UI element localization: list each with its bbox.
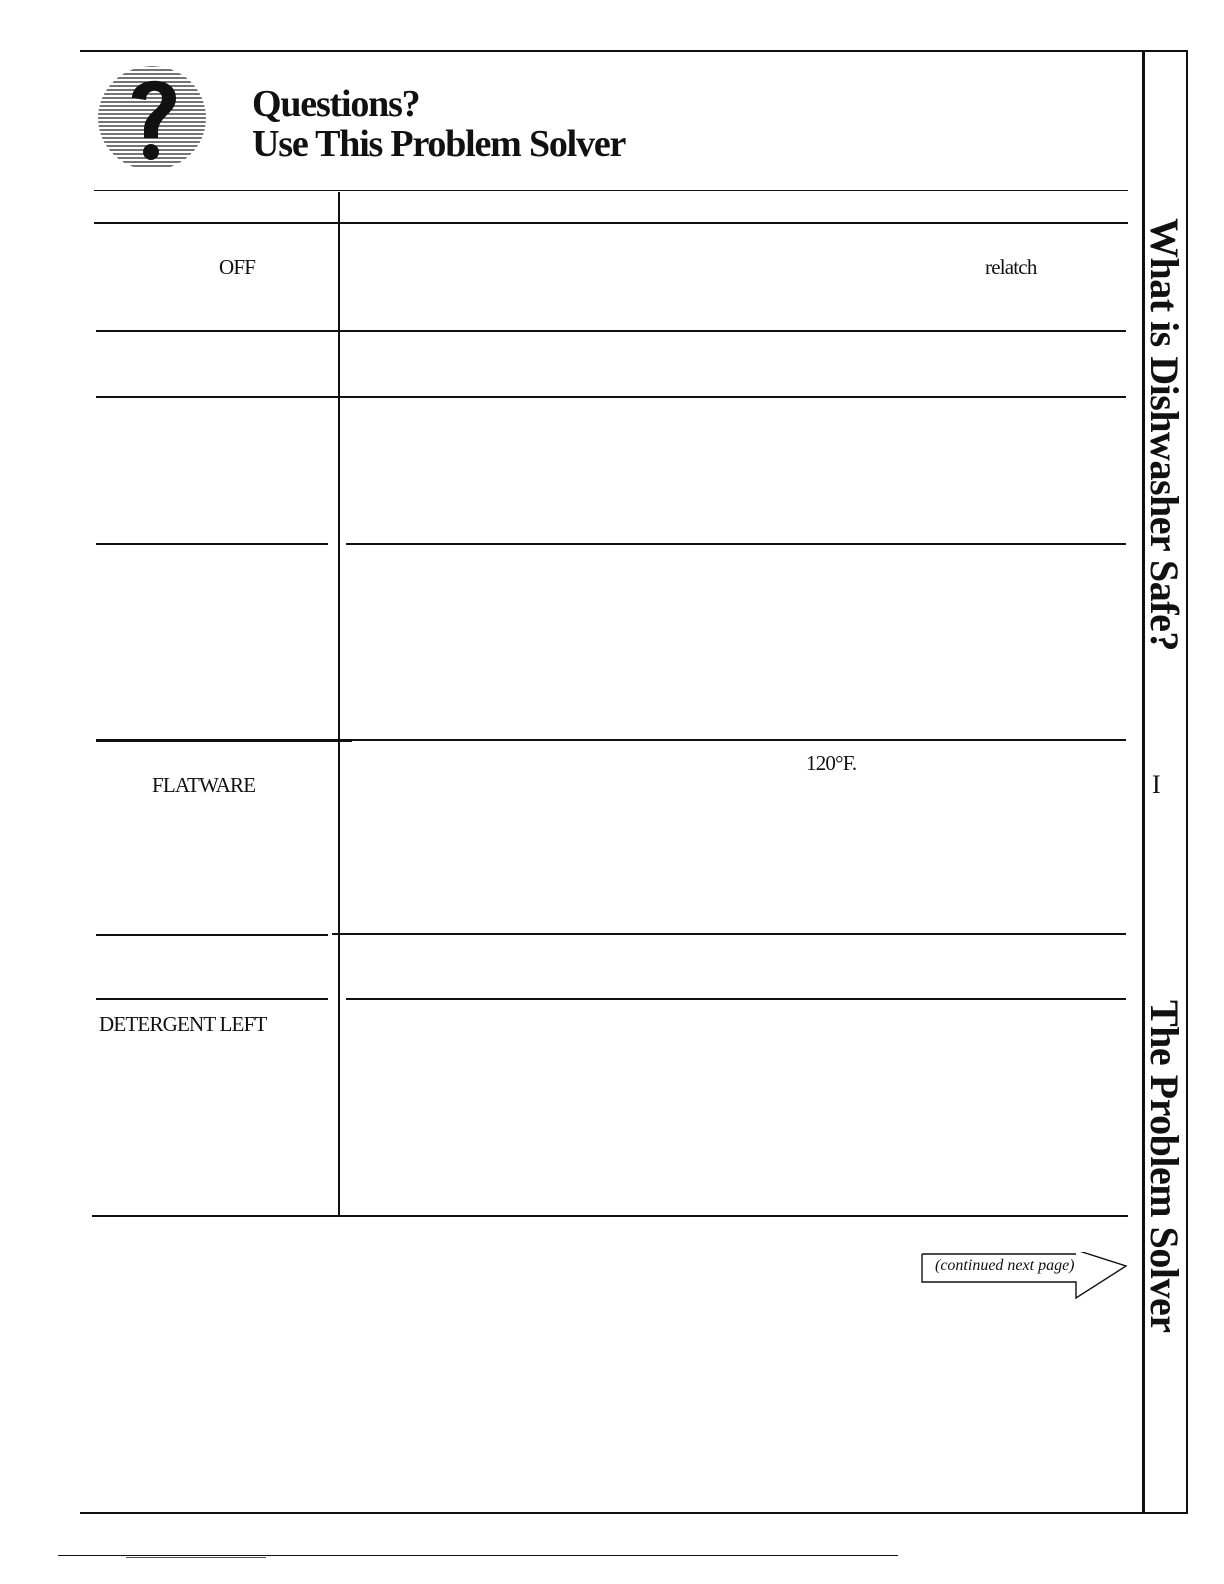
row-separator: [96, 739, 352, 742]
top-rule: [80, 50, 1188, 52]
row-separator: [346, 998, 1126, 1000]
row-separator: [332, 933, 1126, 935]
sidebar-divider-mark: I: [1152, 770, 1161, 799]
row-separator: [96, 934, 328, 936]
sidebar-heading-problem-solver: The Problem Solver: [1142, 1000, 1187, 1333]
row-separator: [346, 543, 1126, 545]
table-column-divider: [338, 192, 340, 1216]
page-title-line1: Questions?: [252, 83, 420, 125]
row-separator: [96, 330, 1126, 332]
table-bottom-rule: [92, 1215, 1128, 1217]
row-separator: [96, 543, 328, 545]
row-separator: [352, 739, 1126, 741]
solution-cell-temperature: 120°F.: [806, 751, 857, 775]
solution-cell-relatch: relatch: [985, 255, 1037, 279]
problem-cell-off: OFF: [219, 255, 256, 279]
footer-rule-accent: [126, 1557, 266, 1558]
footer-rule: [58, 1555, 898, 1556]
continued-next-page-label: (continued next page): [935, 1257, 1075, 1274]
sidebar-heading-dishwasher-safe: What is Dishwasher Safe?: [1142, 218, 1187, 651]
page-title-line2: Use This Problem Solver: [252, 123, 626, 165]
problem-cell-flatware: FLATWARE: [152, 773, 256, 797]
table-header-rule: [94, 222, 1128, 224]
row-separator: [96, 396, 1126, 398]
problem-cell-detergent-left: DETERGENT LEFT: [99, 1012, 267, 1036]
bottom-rule: [80, 1512, 1188, 1514]
row-separator: [96, 998, 328, 1000]
table-top-rule: [94, 190, 1128, 191]
question-mark-icon: [96, 60, 208, 172]
